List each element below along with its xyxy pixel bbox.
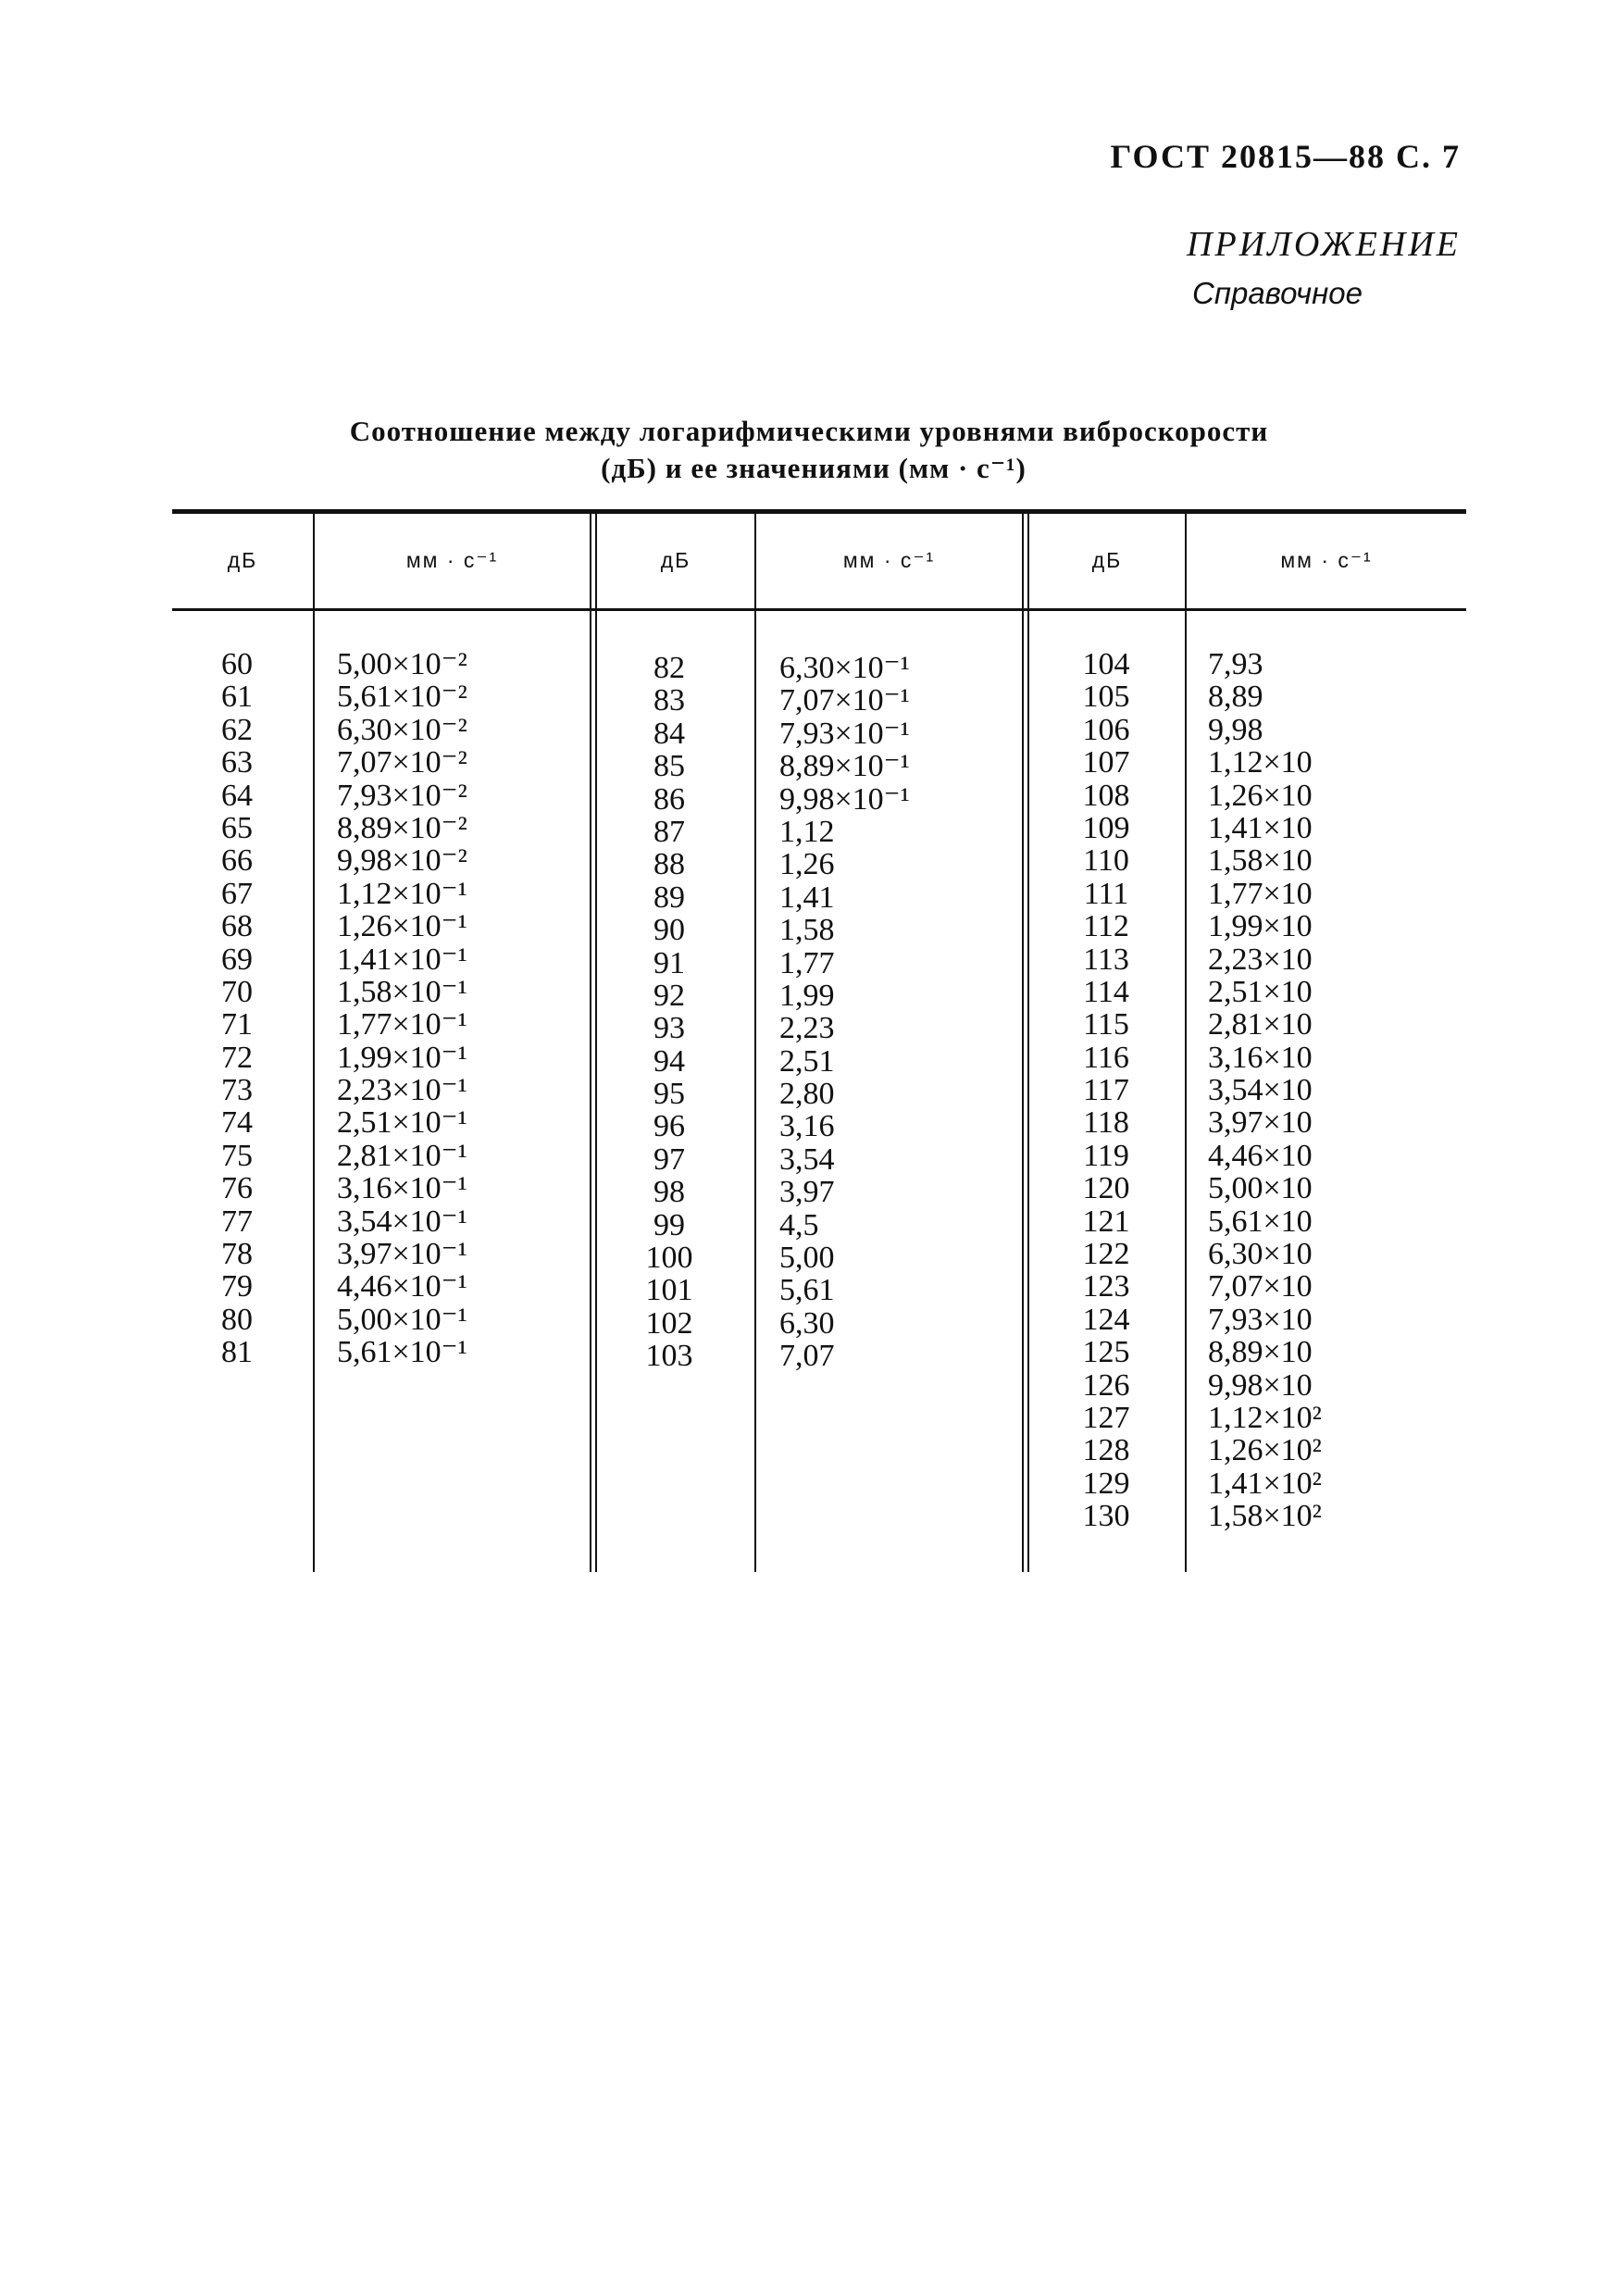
value-column-3 (1208, 648, 1449, 1533)
db-cell: 78 (221, 1237, 253, 1272)
value-cell: 9,98 (1208, 712, 1263, 747)
table-top-rule (172, 509, 1466, 514)
value-cell: 5,00 (779, 1241, 835, 1276)
db-cell: 93 (653, 1011, 685, 1046)
value-cell: 8,89 (1208, 680, 1263, 715)
value-cell: 5,61×10⁻¹ (337, 1335, 467, 1370)
header-value-3: мм · с⁻¹ (1280, 548, 1373, 572)
db-cell: 121 (1082, 1204, 1130, 1239)
value-cell: 7,93×10 (1208, 1302, 1313, 1337)
value-cell: 2,23 (779, 1011, 835, 1046)
value-cell: 1,77 (779, 945, 835, 980)
value-cell: 2,23×10 (1208, 942, 1313, 977)
value-cell: 2,51 (779, 1043, 835, 1079)
value-cell: 1,58×10² (1208, 1499, 1322, 1534)
value-cell: 1,26×10² (1208, 1433, 1322, 1468)
value-cell: 1,41×10 (1208, 810, 1313, 845)
db-cell: 89 (653, 880, 685, 915)
db-cell: 116 (1083, 1040, 1129, 1075)
db-cell: 106 (1082, 712, 1130, 747)
db-cell: 122 (1082, 1237, 1130, 1272)
db-cell: 126 (1082, 1367, 1130, 1403)
db-cell: 76 (221, 1171, 253, 1206)
value-cell: 6,30×10⁻¹ (779, 651, 910, 685)
db-cell: 68 (221, 909, 253, 944)
db-cell: 77 (221, 1204, 253, 1239)
db-cell: 108 (1082, 778, 1130, 813)
value-cell: 4,46×10⁻¹ (337, 1269, 467, 1304)
value-cell: 6,30×10 (1208, 1237, 1313, 1272)
db-cell: 84 (653, 716, 685, 751)
value-cell: 1,77×10 (1208, 876, 1313, 911)
standard-reference: ГОСТ 20815—88 С. 7 (1110, 138, 1461, 175)
db-cell: 72 (221, 1040, 253, 1075)
db-column-1 (200, 648, 274, 1369)
db-cell: 109 (1082, 810, 1130, 845)
value-cell: 1,58×10 (1208, 843, 1313, 879)
db-cell: 129 (1082, 1466, 1130, 1501)
value-column-1 (337, 648, 578, 1369)
value-cell: 7,07×10⁻² (337, 745, 467, 780)
db-cell: 118 (1083, 1105, 1129, 1141)
value-cell: 2,81×10⁻¹ (337, 1138, 467, 1173)
value-cell: 3,97×10⁻¹ (337, 1237, 467, 1272)
value-cell: 1,58 (779, 913, 835, 948)
value-column-2 (779, 652, 1011, 1373)
db-cell: 80 (221, 1302, 253, 1337)
db-cell: 64 (221, 778, 253, 813)
db-cell: 103 (645, 1339, 693, 1374)
db-cell: 79 (221, 1269, 253, 1304)
value-cell: 3,16×10⁻¹ (337, 1171, 467, 1206)
value-cell: 1,12×10 (1208, 745, 1313, 780)
db-cell: 102 (645, 1305, 693, 1341)
value-cell: 1,26×10 (1208, 778, 1313, 813)
db-cell: 99 (653, 1207, 685, 1242)
db-cell: 74 (221, 1105, 253, 1141)
db-cell: 120 (1082, 1171, 1130, 1206)
db-cell: 128 (1082, 1433, 1130, 1468)
db-cell: 117 (1083, 1073, 1129, 1108)
db-cell: 127 (1082, 1400, 1130, 1435)
value-cell: 2,51×10⁻¹ (337, 1105, 467, 1141)
value-cell: 5,61×10 (1208, 1204, 1313, 1239)
db-cell: 75 (221, 1138, 253, 1173)
db-cell: 92 (653, 978, 685, 1013)
value-cell: 9,98×10 (1208, 1367, 1313, 1403)
value-cell: 3,16 (779, 1109, 835, 1144)
db-cell: 104 (1082, 647, 1130, 681)
value-cell: 3,54×10⁻¹ (337, 1204, 467, 1239)
value-cell: 8,89×10⁻² (337, 810, 467, 845)
db-cell: 107 (1082, 745, 1130, 780)
db-cell: 62 (221, 712, 253, 747)
value-cell: 5,00×10⁻² (337, 647, 467, 681)
db-cell: 65 (221, 810, 253, 845)
value-cell: 7,07×10 (1208, 1269, 1313, 1304)
db-cell: 63 (221, 745, 253, 780)
db-cell: 85 (653, 749, 685, 784)
db-cell: 98 (653, 1175, 685, 1210)
value-cell: 6,30×10⁻² (337, 712, 467, 747)
value-cell: 3,97 (779, 1175, 835, 1210)
value-cell: 1,26 (779, 847, 835, 882)
table-title (0, 413, 1618, 487)
value-cell: 1,77×10⁻¹ (337, 1007, 467, 1042)
value-cell: 8,89×10⁻¹ (779, 749, 910, 784)
value-cell: 7,93×10⁻¹ (779, 716, 910, 751)
value-cell: 2,80 (779, 1077, 835, 1112)
db-cell: 88 (653, 847, 685, 882)
header-db-1: дБ (227, 548, 258, 572)
table-title-line-1: Соотношение между логарифмическими уровнями виброскорости (349, 415, 1269, 447)
header-db-3: дБ (1091, 548, 1123, 572)
db-cell: 73 (221, 1073, 253, 1108)
db-cell: 94 (653, 1043, 685, 1079)
value-cell: 1,12×10² (1208, 1400, 1322, 1435)
value-cell: 1,58×10⁻¹ (337, 974, 467, 1009)
db-cell: 60 (221, 647, 253, 681)
value-cell: 5,61 (779, 1273, 835, 1308)
db-cell: 70 (221, 974, 253, 1009)
db-cell: 83 (653, 683, 685, 718)
value-cell: 3,54×10 (1208, 1073, 1313, 1108)
value-cell: 1,41 (779, 880, 835, 915)
db-cell: 66 (221, 843, 253, 879)
value-cell: 6,30 (779, 1305, 835, 1341)
db-cell: 67 (221, 876, 253, 911)
value-cell: 4,5 (779, 1207, 819, 1242)
value-cell: 7,07 (779, 1339, 835, 1374)
value-cell: 1,12 (779, 814, 835, 849)
value-cell: 1,41×10² (1208, 1466, 1322, 1501)
db-cell: 124 (1082, 1302, 1130, 1337)
column-group-divider (1022, 514, 1029, 1572)
appendix-type: Справочное (1191, 276, 1363, 310)
value-cell: 5,61×10⁻² (337, 680, 467, 715)
db-cell: 71 (221, 1007, 253, 1042)
db-cell: 111 (1083, 876, 1129, 911)
value-cell: 7,93 (1208, 647, 1263, 681)
value-cell: 3,16×10 (1208, 1040, 1313, 1075)
db-cell: 105 (1082, 680, 1130, 715)
db-cell: 86 (653, 781, 685, 817)
value-cell: 9,98×10⁻¹ (779, 781, 910, 817)
db-cell: 97 (653, 1142, 685, 1177)
db-cell: 81 (221, 1335, 253, 1370)
db-cell: 95 (653, 1077, 685, 1112)
value-cell: 9,98×10⁻² (337, 843, 467, 879)
value-cell: 1,41×10⁻¹ (337, 942, 467, 977)
column-group-divider (590, 514, 597, 1572)
db-cell: 125 (1082, 1335, 1130, 1370)
header-value-1: мм · с⁻¹ (405, 548, 499, 572)
column-divider (754, 514, 756, 1572)
db-cell: 110 (1083, 843, 1129, 879)
value-cell: 7,93×10⁻² (337, 778, 467, 813)
db-cell: 61 (221, 680, 253, 715)
column-divider (313, 514, 315, 1572)
value-cell: 1,26×10⁻¹ (337, 909, 467, 944)
value-cell: 2,23×10⁻¹ (337, 1073, 467, 1108)
value-cell: 5,00×10⁻¹ (337, 1302, 467, 1337)
value-cell: 2,51×10 (1208, 974, 1313, 1009)
value-cell: 2,81×10 (1208, 1007, 1313, 1042)
value-cell: 3,54 (779, 1142, 835, 1177)
table-title-line-2: (дБ) и ее значениями (мм · с⁻¹) (601, 452, 1027, 484)
table-header-rule (172, 608, 1466, 611)
value-cell: 1,99×10⁻¹ (337, 1040, 467, 1075)
value-cell: 1,99 (779, 978, 835, 1013)
db-cell: 82 (653, 651, 685, 685)
header-db-2: дБ (660, 548, 691, 572)
value-cell: 3,97×10 (1208, 1105, 1313, 1141)
db-cell: 69 (221, 942, 253, 977)
value-cell: 5,00×10 (1208, 1171, 1313, 1206)
db-cell: 91 (653, 945, 685, 980)
db-column-2 (628, 652, 711, 1373)
db-cell: 112 (1083, 909, 1129, 944)
value-cell: 1,12×10⁻¹ (337, 876, 467, 911)
db-cell: 100 (645, 1241, 693, 1276)
appendix-label: ПРИЛОЖЕНИЕ (1187, 225, 1461, 264)
value-cell: 1,99×10 (1208, 909, 1313, 944)
header-value-2: мм · с⁻¹ (842, 548, 936, 572)
value-cell: 8,89×10 (1208, 1335, 1313, 1370)
db-column-3 (1064, 648, 1148, 1533)
db-cell: 101 (645, 1273, 693, 1308)
db-cell: 115 (1083, 1007, 1129, 1042)
value-cell: 7,07×10⁻¹ (779, 683, 910, 718)
db-cell: 114 (1083, 974, 1129, 1009)
db-cell: 96 (653, 1109, 685, 1144)
db-cell: 123 (1082, 1269, 1130, 1304)
db-cell: 119 (1083, 1138, 1129, 1173)
column-divider (1185, 514, 1187, 1572)
db-cell: 87 (653, 814, 685, 849)
db-cell: 130 (1082, 1499, 1130, 1534)
db-cell: 113 (1083, 942, 1129, 977)
value-cell: 4,46×10 (1208, 1138, 1313, 1173)
db-cell: 90 (653, 913, 685, 948)
